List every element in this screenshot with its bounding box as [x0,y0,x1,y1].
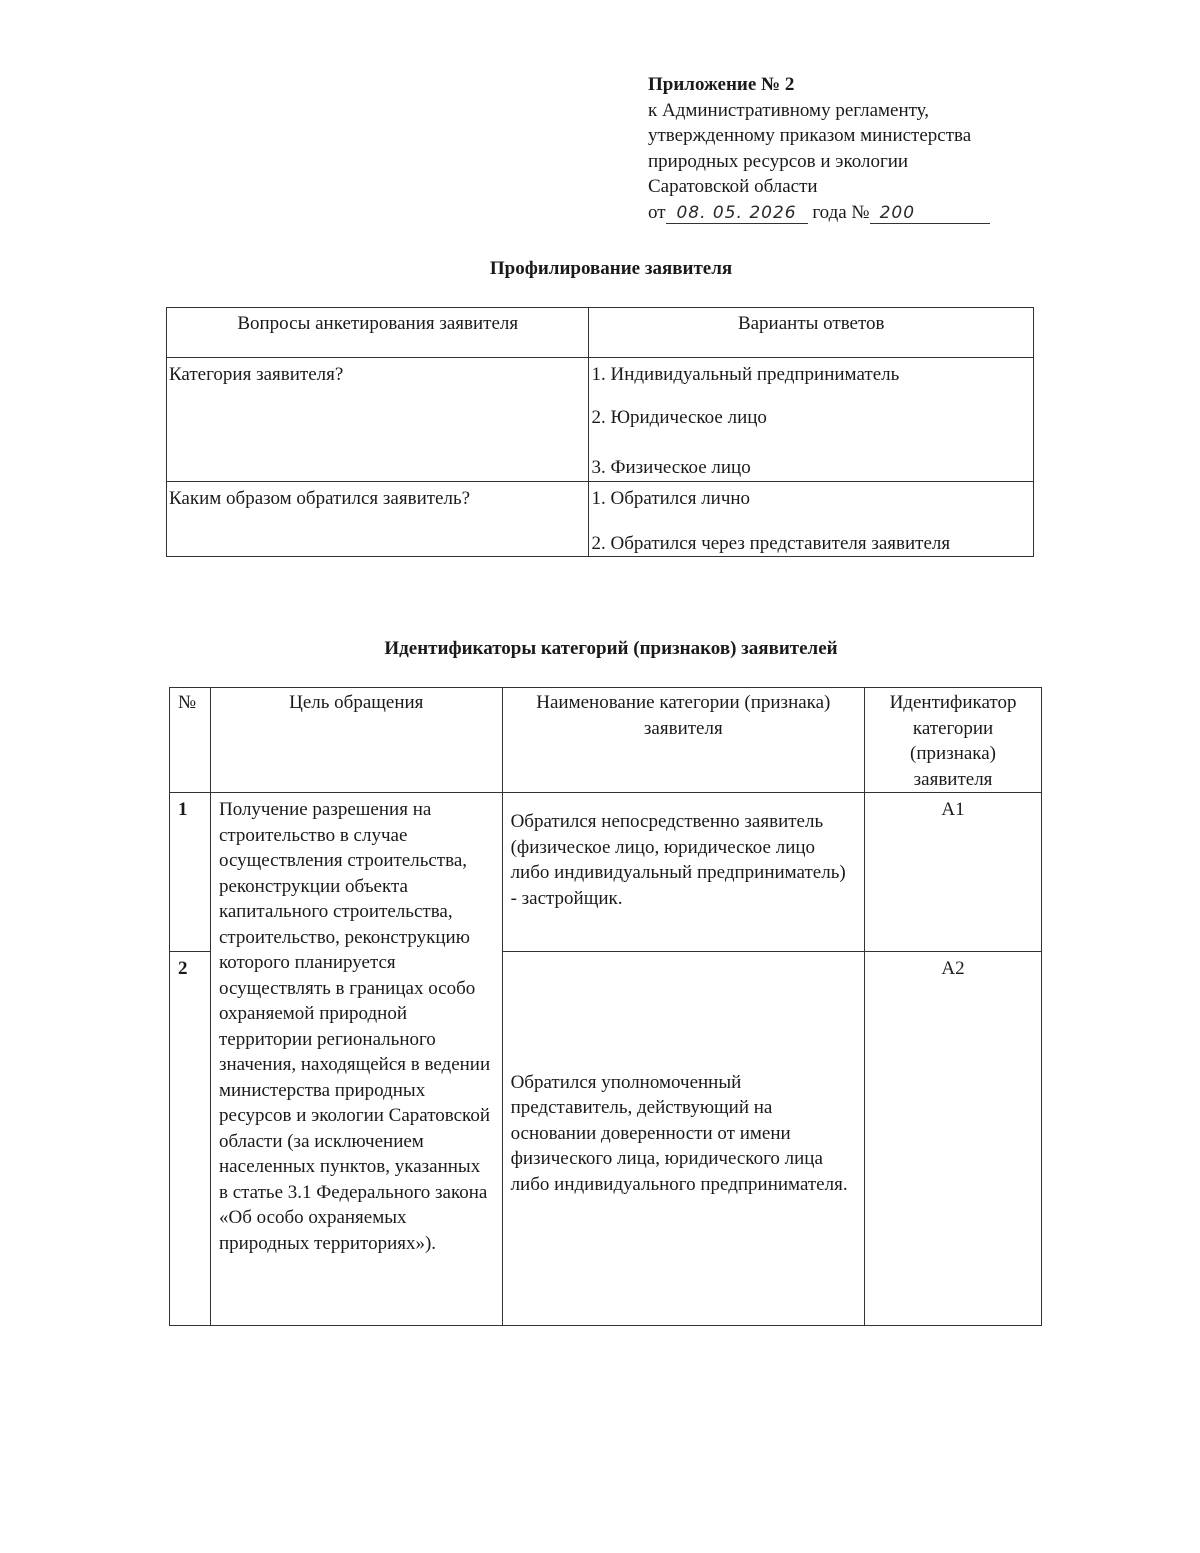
column-header: № [170,688,211,793]
column-header: Варианты ответов [589,308,1034,358]
column-header: Вопросы анкетирования заявителя [167,308,589,358]
profile-table [166,307,1034,557]
row-number: 2 [170,952,211,1326]
column-header: Идентификатор категории (признака) заявителя [865,688,1042,793]
identifier-cell: А2 [865,952,1042,1326]
profile-title: Профилирование заявителя [489,258,733,279]
table-header-row [170,688,1042,793]
category-cell: Обратился непосредственно заявитель (физическое лицо, юридическое лицо либо индивидуальный предприниматель) - застройщик. [502,793,864,952]
answer-option: 2. Обратился через представителя заявителя [591,532,951,554]
date-prefix: от [648,201,666,223]
question-cell: Каким образом обратился заявитель? [167,482,589,557]
column-header: Наименование категории (признака) заявителя [502,688,864,793]
answer-option: 3. Физическое лицо [591,457,751,478]
column-header: Цель обращения [210,688,502,793]
purpose-cell: Получение разрешения на строительство в случае осуществления строительства, реконструкции объекта капитального строительства, строительство, реконструкцию которого планируется осуществлять в границах особо охраняемой природной территории регионального значения, находящейся в ведении министерства природных ресурсов и экологии Саратовской области (за исключением населенных пунктов, указанных в статье 3.1 Федерального закона «Об особо охраняемых природных территориях»). [210,793,502,1326]
identifiers-title: Идентификаторы категорий (признаков) заявителей [384,638,838,659]
appendix-line: Саратовской области [648,176,818,197]
row-number: 1 [170,793,211,952]
options-cell [589,358,1034,482]
table-row [170,793,1042,952]
answer-option: 2. Юридическое лицо [591,406,767,428]
handwritten-number: 200 [870,203,990,224]
table-row [167,358,1034,482]
identifiers-table [169,687,1042,1326]
question-cell: Категория заявителя? [167,358,589,482]
table-row [167,482,1034,557]
handwritten-date: 08. 05. 2026 [666,203,808,224]
category-cell: Обратился уполномоченный представитель, действующий на основании доверенности от имени физического лица, юридического лица либо индивидуального предпринимателя. [502,952,864,1326]
options-cell [589,482,1034,557]
answer-option: 1. Обратился лично [591,488,751,509]
appendix-line: утвержденному приказом министерства [648,125,972,146]
appendix-line: природных ресурсов и экологии [648,150,909,172]
year-label: года № [812,201,870,223]
appendix-header [648,72,990,225]
appendix-date-line [648,200,990,226]
identifier-cell: А1 [865,793,1042,952]
appendix-title: Приложение № 2 [648,74,795,95]
appendix-line: к Административному регламенту, [648,99,930,121]
table-header-row [167,308,1034,358]
answer-option: 1. Индивидуальный предприниматель [591,364,900,385]
